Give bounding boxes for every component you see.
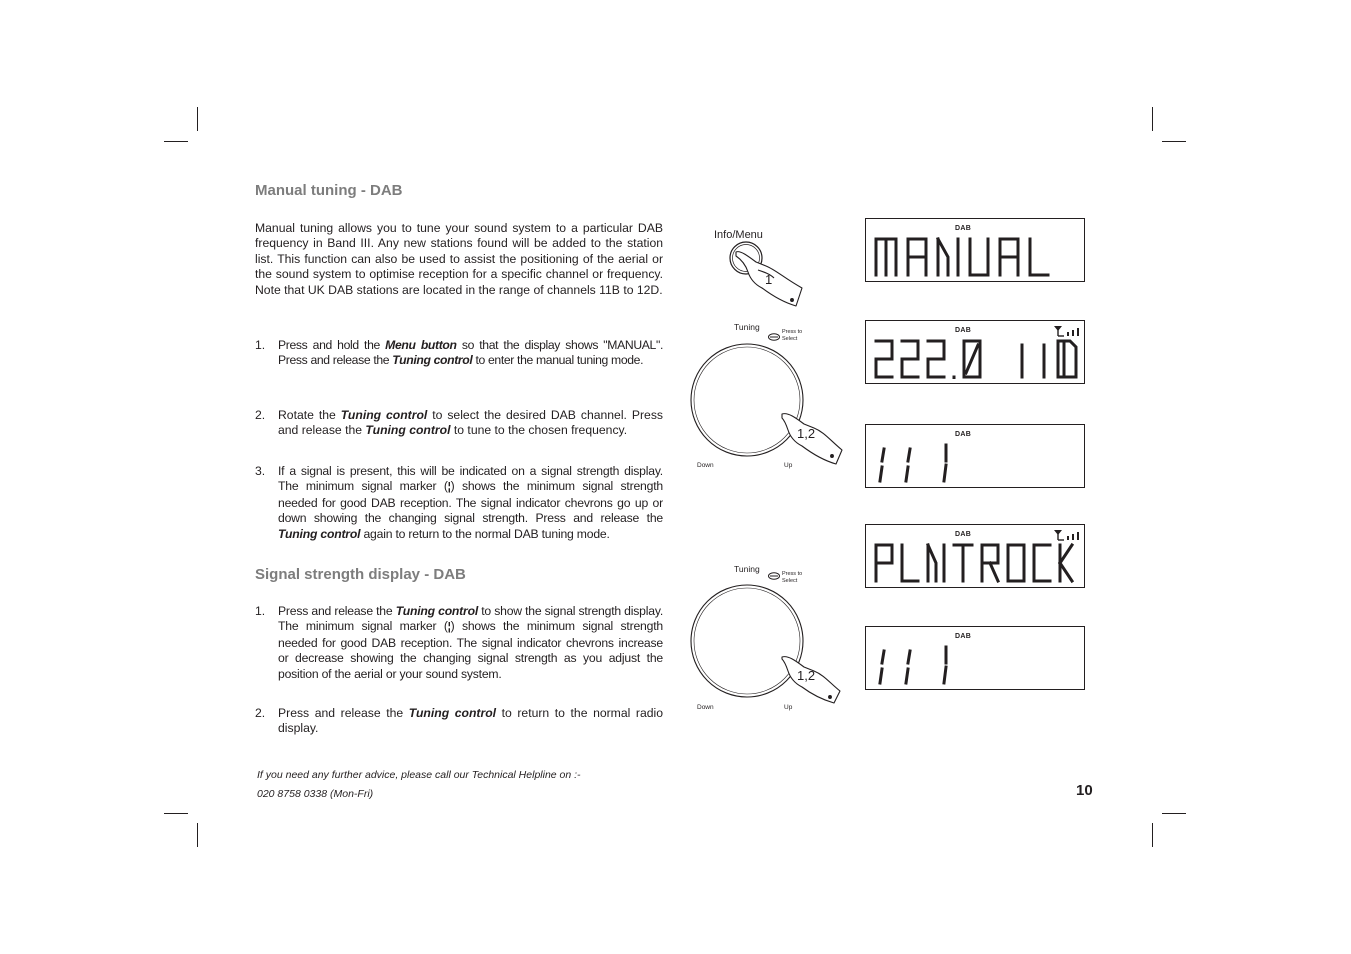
down-label: Down	[697, 704, 714, 711]
step-number: 1.	[255, 604, 266, 618]
helpline-note: If you need any further advice, please call our Technical Helpline on :-	[257, 769, 581, 781]
tuning-label: Tuning	[734, 322, 760, 332]
crop-mark	[1152, 823, 1153, 847]
tuning-dial-icon	[691, 585, 803, 697]
signal-strength-icon	[1054, 529, 1080, 541]
press-to-label: Press to	[782, 329, 803, 335]
crop-mark	[164, 813, 188, 814]
down-label: Down	[697, 462, 714, 469]
select-label: Select	[782, 578, 798, 584]
lcd-display-manual	[865, 218, 1085, 282]
step-text: Rotate the Tuning control to select the desired DAB channel. Press and release the Tuning control to tune to the chosen frequency.	[278, 408, 664, 438]
manual-step-3	[255, 464, 663, 542]
lcd-display-station	[865, 524, 1085, 588]
step-text: Press and hold the Menu button so that the display shows "MANUAL". Press and release the Tuning control to enter the manual tuning mode.	[278, 338, 663, 368]
lcd-text	[872, 441, 1082, 485]
signal-marker-symbol: ¦	[447, 621, 451, 634]
info-menu-label: Info/Menu	[714, 229, 763, 241]
crop-mark	[164, 141, 188, 142]
tuning-label: Tuning	[734, 564, 760, 574]
helpline-number: 020 8758 0338 (Mon-Fri)	[257, 788, 374, 800]
dab-indicator: DAB	[955, 431, 972, 438]
intro-paragraph: Manual tuning allows you to tune your sound system to a particular DAB frequency in Band III. Any new stations found will be added to the station list. This function can also be used to assist the positioning of the aerial or the sound system to optimise reception for a specific channel or frequency. Note that UK DAB stations are located in the range of channels 11B to 12D.	[255, 221, 663, 297]
info-menu-diagram	[700, 222, 820, 312]
tuning-dial-diagram-2	[690, 561, 850, 716]
signal-marker-symbol: ¦	[447, 481, 451, 494]
press-select-icon	[769, 334, 780, 340]
dab-indicator: DAB	[955, 327, 972, 334]
dab-indicator: DAB	[955, 531, 972, 538]
crop-mark	[1152, 107, 1153, 131]
step-text: Press and release the Tuning control to show the signal strength display. The minimum signal marker (¦) shows the minimum signal strength needed for good DAB reception. The signal indicator chevrons increase or decrease showing the changing signal strength as you adjust the position of the aerial or your sound system.	[278, 604, 664, 681]
manual-step-2	[255, 408, 663, 439]
step-callout: 1	[765, 272, 773, 287]
tuning-dial-icon	[691, 344, 803, 456]
section-title-signal-strength: Signal strength display - DAB	[255, 566, 466, 583]
lcd-display-frequency	[865, 320, 1085, 384]
press-select-icon	[769, 573, 780, 579]
section-title-manual-tuning: Manual tuning - DAB	[255, 182, 403, 199]
manual-step-1	[255, 338, 663, 369]
step-number: 3.	[255, 464, 266, 478]
lcd-text	[872, 541, 1082, 585]
step-number: 2.	[255, 408, 266, 422]
tuning-dial-diagram-1	[690, 318, 850, 473]
step-text: Press and release the Tuning control to return to the normal radio display.	[278, 706, 664, 736]
step-callout: 1,2	[797, 426, 816, 441]
dab-indicator: DAB	[955, 633, 972, 640]
step-number: 1.	[255, 338, 266, 352]
step-text: If a signal is present, this will be indicated on a signal strength display. The minimum signal marker (¦) shows the minimum signal strength needed for good DAB reception. The signal indicator chevrons go up or down showing the changing signal strength. Press and release the Tuning control again to return to the normal DAB tuning mode.	[278, 464, 663, 541]
page-number: 10	[1076, 782, 1093, 799]
step-callout: 1,2	[797, 668, 816, 683]
lcd-text	[872, 643, 1082, 687]
up-label: Up	[784, 704, 793, 711]
crop-mark	[197, 107, 198, 131]
up-label: Up	[784, 462, 793, 469]
crop-mark	[1162, 141, 1186, 142]
lcd-text	[872, 337, 1082, 381]
select-label: Select	[782, 336, 798, 342]
lcd-display-signal-2	[865, 626, 1085, 690]
crop-mark	[197, 823, 198, 847]
lcd-text	[872, 235, 1082, 279]
dab-indicator: DAB	[955, 225, 972, 232]
step-number: 2.	[255, 706, 266, 720]
signal-step-1	[255, 604, 663, 682]
lcd-display-signal-1	[865, 424, 1085, 488]
press-to-label: Press to	[782, 571, 803, 577]
signal-step-2	[255, 706, 663, 737]
signal-strength-icon	[1054, 325, 1080, 337]
crop-mark	[1162, 813, 1186, 814]
